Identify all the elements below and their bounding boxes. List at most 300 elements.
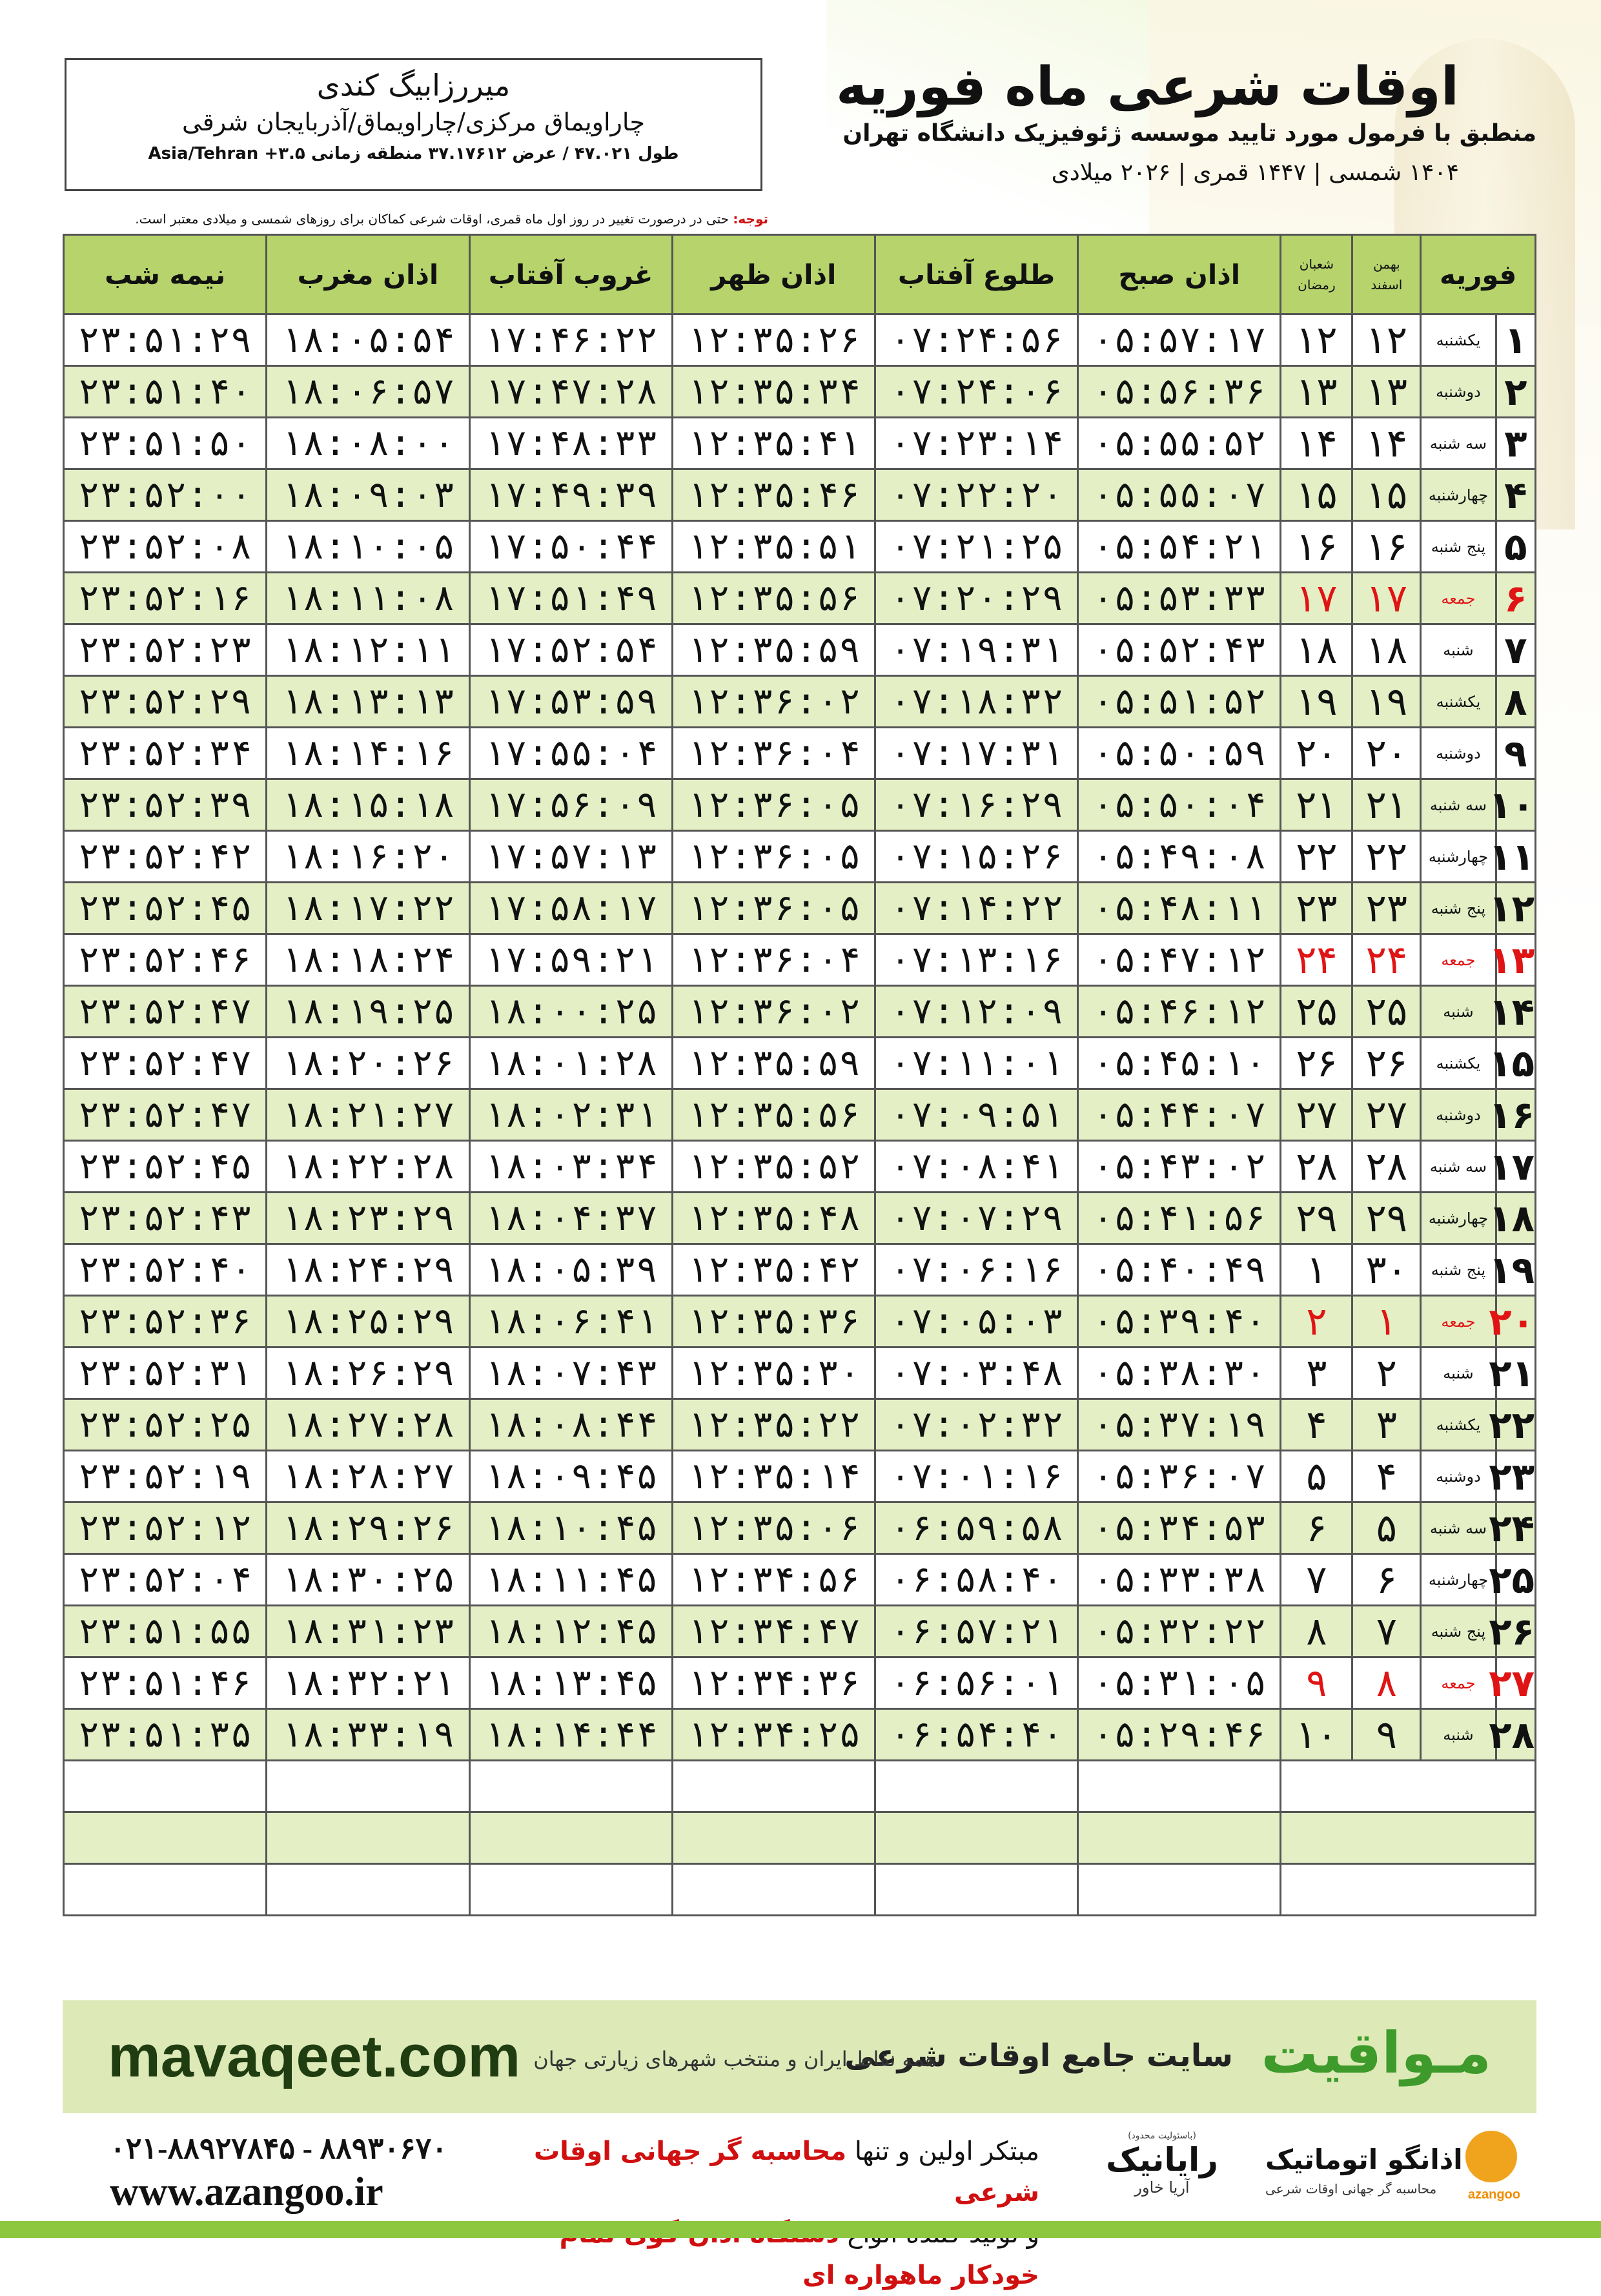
cell-sunrise: ۰۷:۰۷:۲۹ bbox=[875, 1193, 1077, 1244]
table-row bbox=[64, 728, 1536, 779]
cell-shamsi: ۶ bbox=[1352, 1554, 1421, 1606]
table-row bbox=[64, 1296, 1536, 1348]
table-row bbox=[64, 1657, 1536, 1709]
page-title: اوقات شرعی ماه فوریه bbox=[835, 56, 1459, 118]
cell-qamari: ۱۳ bbox=[1281, 366, 1352, 418]
cell-maghrib: ۱۸:۱۸:۲۴ bbox=[267, 934, 469, 986]
cell-sunset: ۱۸:۰۷:۴۳ bbox=[469, 1348, 672, 1399]
cell-fajr: ۰۵:۵۴:۲۱ bbox=[1078, 521, 1281, 573]
cell-midnight: ۲۳:۵۲:۴۰ bbox=[64, 1244, 267, 1296]
table-row bbox=[64, 418, 1536, 469]
cell-day: ۱۳ bbox=[1496, 934, 1535, 986]
cell-midnight: ۲۳:۵۲:۲۳ bbox=[64, 624, 267, 676]
cell-sunrise: ۰۷:۱۱:۰۱ bbox=[875, 1038, 1077, 1089]
cell-maghrib: ۱۸:۳۳:۱۹ bbox=[267, 1709, 469, 1761]
cell-weekday: جمعه bbox=[1421, 1657, 1496, 1709]
cell-maghrib: ۱۸:۲۲:۲۸ bbox=[267, 1141, 469, 1193]
cell-dhuhr: ۱۲:۳۶:۰۵ bbox=[672, 883, 875, 934]
cell-maghrib: ۱۸:۰۸:۰۰ bbox=[267, 418, 469, 469]
cell-shamsi: ۵ bbox=[1352, 1502, 1421, 1554]
cell-day: ۱۸ bbox=[1496, 1193, 1535, 1244]
cell-day: ۲۰ bbox=[1496, 1296, 1535, 1348]
cell-day: ۱۲ bbox=[1496, 883, 1535, 934]
empty-cell bbox=[1078, 1864, 1281, 1916]
contact-website-link[interactable]: www.azangoo.ir bbox=[110, 2170, 383, 2214]
cell-sunset: ۱۸:۰۸:۴۴ bbox=[469, 1399, 672, 1451]
cell-dhuhr: ۱۲:۳۵:۵۲ bbox=[672, 1141, 875, 1193]
cell-midnight: ۲۳:۵۱:۳۵ bbox=[64, 1709, 267, 1761]
header-midnight: نیمه شب bbox=[64, 235, 267, 314]
cell-maghrib: ۱۸:۱۰:۰۵ bbox=[267, 521, 469, 573]
cell-qamari: ۱۶ bbox=[1281, 521, 1352, 573]
cell-day: ۴ bbox=[1496, 469, 1535, 521]
cell-maghrib: ۱۸:۱۱:۰۸ bbox=[267, 573, 469, 624]
cell-shamsi: ۱۸ bbox=[1352, 624, 1421, 676]
cell-qamari: ۲۹ bbox=[1281, 1193, 1352, 1244]
cell-fajr: ۰۵:۴۷:۱۲ bbox=[1078, 934, 1281, 986]
cell-fajr: ۰۵:۳۴:۵۳ bbox=[1078, 1502, 1281, 1554]
cell-fajr: ۰۵:۵۷:۱۷ bbox=[1078, 314, 1281, 366]
header bbox=[65, 58, 1536, 226]
cell-qamari: ۴ bbox=[1281, 1399, 1352, 1451]
cell-midnight: ۲۳:۵۲:۴۷ bbox=[64, 1038, 267, 1089]
header-qamari-months: شعبان رمضان bbox=[1281, 235, 1352, 314]
cell-midnight: ۲۳:۵۲:۳۶ bbox=[64, 1296, 267, 1348]
cell-dhuhr: ۱۲:۳۶:۰۲ bbox=[672, 676, 875, 728]
header-shamsi-months: بهمن اسفند bbox=[1352, 235, 1421, 314]
cell-dhuhr: ۱۲:۳۴:۵۶ bbox=[672, 1554, 875, 1606]
cell-shamsi: ۱۷ bbox=[1352, 573, 1421, 624]
cell-qamari: ۲ bbox=[1281, 1296, 1352, 1348]
cell-sunset: ۱۷:۵۷:۱۳ bbox=[469, 831, 672, 883]
cell-weekday: چهارشنبه bbox=[1421, 831, 1496, 883]
cell-day: ۱۹ bbox=[1496, 1244, 1535, 1296]
cell-dhuhr: ۱۲:۳۵:۵۶ bbox=[672, 1089, 875, 1141]
cell-sunrise: ۰۷:۰۲:۳۲ bbox=[875, 1399, 1077, 1451]
cell-shamsi: ۳ bbox=[1352, 1399, 1421, 1451]
cell-sunrise: ۰۷:۰۶:۱۶ bbox=[875, 1244, 1077, 1296]
cell-shamsi: ۲۱ bbox=[1352, 779, 1421, 831]
cell-weekday: پنج شنبه bbox=[1421, 1606, 1496, 1657]
cell-shamsi: ۱۲ bbox=[1352, 314, 1421, 366]
cell-maghrib: ۱۸:۲۵:۲۹ bbox=[267, 1296, 469, 1348]
cell-dhuhr: ۱۲:۳۴:۴۷ bbox=[672, 1606, 875, 1657]
cell-shamsi: ۴ bbox=[1352, 1451, 1421, 1502]
cell-sunset: ۱۷:۴۷:۲۸ bbox=[469, 366, 672, 418]
cell-sunrise: ۰۶:۵۹:۵۸ bbox=[875, 1502, 1077, 1554]
cell-fajr: ۰۵:۴۰:۴۹ bbox=[1078, 1244, 1281, 1296]
table-row bbox=[64, 779, 1536, 831]
notice-text: حتی در درصورت تغییر در روز اول ماه قمری، اوقات شرعی کماکان برای روزهای شمسی و میلادی معتبر است. bbox=[135, 211, 729, 227]
promo-line-1 bbox=[471, 2131, 1039, 2213]
rayanik-logo bbox=[1097, 2131, 1227, 2208]
cell-qamari: ۹ bbox=[1281, 1657, 1352, 1709]
cell-qamari: ۲۴ bbox=[1281, 934, 1352, 986]
cell-sunrise: ۰۶:۵۷:۲۱ bbox=[875, 1606, 1077, 1657]
cell-dhuhr: ۱۲:۳۵:۴۱ bbox=[672, 418, 875, 469]
empty-cell bbox=[672, 1812, 875, 1864]
cell-day: ۲۶ bbox=[1496, 1606, 1535, 1657]
azangoo-slogan: محاسبه گر جهانی اوقات شرعی bbox=[1265, 2181, 1437, 2197]
cell-qamari: ۱۵ bbox=[1281, 469, 1352, 521]
table-row bbox=[64, 1502, 1536, 1554]
table-row bbox=[64, 469, 1536, 521]
promo-line-1-a: مبتکر اولین و تنها bbox=[854, 2137, 1039, 2166]
cell-maghrib: ۱۸:۱۷:۲۲ bbox=[267, 883, 469, 934]
prayer-times-table bbox=[63, 234, 1536, 1916]
cell-sunrise: ۰۷:۰۸:۴۱ bbox=[875, 1141, 1077, 1193]
cell-shamsi: ۹ bbox=[1352, 1709, 1421, 1761]
cell-weekday: دوشنبه bbox=[1421, 366, 1496, 418]
cell-maghrib: ۱۸:۳۲:۲۱ bbox=[267, 1657, 469, 1709]
cell-weekday: سه شنبه bbox=[1421, 418, 1496, 469]
empty-cell bbox=[64, 1812, 267, 1864]
cell-midnight: ۲۳:۵۲:۴۳ bbox=[64, 1193, 267, 1244]
cell-midnight: ۲۳:۵۲:۳۴ bbox=[64, 728, 267, 779]
cell-day: ۲۷ bbox=[1496, 1657, 1535, 1709]
cell-shamsi: ۱۶ bbox=[1352, 521, 1421, 573]
cell-maghrib: ۱۸:۲۴:۲۹ bbox=[267, 1244, 469, 1296]
cell-day: ۱۴ bbox=[1496, 986, 1535, 1038]
empty-cell bbox=[469, 1864, 672, 1916]
cell-sunrise: ۰۶:۵۸:۴۰ bbox=[875, 1554, 1077, 1606]
cell-sunset: ۱۸:۰۹:۴۵ bbox=[469, 1451, 672, 1502]
cell-midnight: ۲۳:۵۱:۲۹ bbox=[64, 314, 267, 366]
cell-midnight: ۲۳:۵۲:۳۱ bbox=[64, 1348, 267, 1399]
cell-maghrib: ۱۸:۱۴:۱۶ bbox=[267, 728, 469, 779]
cell-dhuhr: ۱۲:۳۵:۳۰ bbox=[672, 1348, 875, 1399]
cell-fajr: ۰۵:۵۶:۳۶ bbox=[1078, 366, 1281, 418]
cell-maghrib: ۱۸:۲۰:۲۶ bbox=[267, 1038, 469, 1089]
cell-shamsi: ۲ bbox=[1352, 1348, 1421, 1399]
cell-midnight: ۲۳:۵۱:۵۰ bbox=[64, 418, 267, 469]
cell-qamari: ۱۸ bbox=[1281, 624, 1352, 676]
title-block bbox=[762, 58, 1536, 186]
empty-cell bbox=[267, 1812, 469, 1864]
cell-fajr: ۰۵:۵۵:۵۲ bbox=[1078, 418, 1281, 469]
empty-cell bbox=[1078, 1761, 1281, 1812]
location-box bbox=[65, 58, 762, 191]
cell-day: ۲۴ bbox=[1496, 1502, 1535, 1554]
cell-qamari: ۸ bbox=[1281, 1606, 1352, 1657]
cell-shamsi: ۲۰ bbox=[1352, 728, 1421, 779]
cell-day: ۲۳ bbox=[1496, 1451, 1535, 1502]
cell-fajr: ۰۵:۵۰:۵۹ bbox=[1078, 728, 1281, 779]
cell-qamari: ۳ bbox=[1281, 1348, 1352, 1399]
cell-dhuhr: ۱۲:۳۵:۰۶ bbox=[672, 1502, 875, 1554]
rayanik-brand: رایانیک bbox=[1106, 2141, 1218, 2178]
table-row bbox=[64, 314, 1536, 366]
cell-maghrib: ۱۸:۲۱:۲۷ bbox=[267, 1089, 469, 1141]
table-row bbox=[64, 1141, 1536, 1193]
cell-dhuhr: ۱۲:۳۵:۳۴ bbox=[672, 366, 875, 418]
cell-shamsi: ۲۴ bbox=[1352, 934, 1421, 986]
table-row bbox=[64, 1554, 1536, 1606]
contact-phone: ۰۲۱-۸۸۹۲۷۸۴۵ - ۸۸۹۳۰۶۷۰ bbox=[110, 2132, 448, 2165]
cell-weekday: شنبه bbox=[1421, 624, 1496, 676]
cell-midnight: ۲۳:۵۲:۱۹ bbox=[64, 1451, 267, 1502]
header-sunrise: طلوع آفتاب bbox=[875, 235, 1077, 314]
empty-cell bbox=[469, 1761, 672, 1812]
cell-weekday: یکشنبه bbox=[1421, 1399, 1496, 1451]
cell-weekday: سه شنبه bbox=[1421, 1502, 1496, 1554]
cell-fajr: ۰۵:۴۶:۱۲ bbox=[1078, 986, 1281, 1038]
cell-sunset: ۱۸:۱۱:۴۵ bbox=[469, 1554, 672, 1606]
cell-day: ۲۲ bbox=[1496, 1399, 1535, 1451]
cell-sunset: ۱۷:۵۹:۲۱ bbox=[469, 934, 672, 986]
cell-weekday: یکشنبه bbox=[1421, 1038, 1496, 1089]
cell-shamsi: ۱۵ bbox=[1352, 469, 1421, 521]
empty-row bbox=[64, 1812, 1536, 1864]
cell-midnight: ۲۳:۵۲:۴۵ bbox=[64, 1141, 267, 1193]
cell-sunrise: ۰۷:۰۹:۵۱ bbox=[875, 1089, 1077, 1141]
cell-sunrise: ۰۷:۰۱:۱۶ bbox=[875, 1451, 1077, 1502]
empty-row bbox=[64, 1761, 1536, 1812]
table-row bbox=[64, 1709, 1536, 1761]
empty-cell bbox=[64, 1761, 267, 1812]
header-fajr: اذان صبح bbox=[1078, 235, 1281, 314]
cell-maghrib: ۱۸:۲۸:۲۷ bbox=[267, 1451, 469, 1502]
location-city: میررزابیگ کندی bbox=[316, 68, 511, 103]
cell-midnight: ۲۳:۵۲:۴۶ bbox=[64, 934, 267, 986]
cell-day: ۲۱ bbox=[1496, 1348, 1535, 1399]
cell-qamari: ۱۷ bbox=[1281, 573, 1352, 624]
cell-qamari: ۲۱ bbox=[1281, 779, 1352, 831]
cell-sunset: ۱۸:۰۳:۳۴ bbox=[469, 1141, 672, 1193]
cell-sunset: ۱۷:۵۰:۴۴ bbox=[469, 521, 672, 573]
cell-dhuhr: ۱۲:۳۵:۵۶ bbox=[672, 573, 875, 624]
cell-midnight: ۲۳:۵۲:۲۵ bbox=[64, 1399, 267, 1451]
table-row bbox=[64, 676, 1536, 728]
empty-cell bbox=[875, 1761, 1077, 1812]
cell-dhuhr: ۱۲:۳۴:۳۶ bbox=[672, 1657, 875, 1709]
table-row bbox=[64, 624, 1536, 676]
cell-shamsi: ۸ bbox=[1352, 1657, 1421, 1709]
rayanik-sub: آریا خاور bbox=[1134, 2178, 1190, 2197]
cell-fajr: ۰۵:۳۳:۳۸ bbox=[1078, 1554, 1281, 1606]
cell-dhuhr: ۱۲:۳۵:۲۶ bbox=[672, 314, 875, 366]
cell-day: ۹ bbox=[1496, 728, 1535, 779]
cell-fajr: ۰۵:۵۱:۵۲ bbox=[1078, 676, 1281, 728]
cell-midnight: ۲۳:۵۲:۱۲ bbox=[64, 1502, 267, 1554]
empty-row bbox=[64, 1864, 1536, 1916]
cell-weekday: شنبه bbox=[1421, 1709, 1496, 1761]
cell-weekday: پنج شنبه bbox=[1421, 1244, 1496, 1296]
table-row bbox=[64, 831, 1536, 883]
header-month: فوریه bbox=[1421, 235, 1536, 314]
table-row bbox=[64, 1089, 1536, 1141]
cell-sunrise: ۰۷:۱۶:۲۹ bbox=[875, 779, 1077, 831]
cell-sunset: ۱۷:۵۶:۰۹ bbox=[469, 779, 672, 831]
cell-sunset: ۱۷:۵۳:۵۹ bbox=[469, 676, 672, 728]
cell-maghrib: ۱۸:۱۵:۱۸ bbox=[267, 779, 469, 831]
cell-maghrib: ۱۸:۲۶:۲۹ bbox=[267, 1348, 469, 1399]
cell-qamari: ۲۵ bbox=[1281, 986, 1352, 1038]
cell-qamari: ۵ bbox=[1281, 1451, 1352, 1502]
footer-tagline: سایت جامع اوقات شرعی bbox=[844, 2038, 1233, 2074]
cell-sunset: ۱۸:۰۲:۳۱ bbox=[469, 1089, 672, 1141]
azangoo-mark-text: azangoo bbox=[1467, 2188, 1520, 2202]
cell-day: ۱۵ bbox=[1496, 1038, 1535, 1089]
cell-midnight: ۲۳:۵۲:۴۵ bbox=[64, 883, 267, 934]
table-row bbox=[64, 1399, 1536, 1451]
table-row bbox=[64, 366, 1536, 418]
cell-fajr: ۰۵:۳۲:۲۲ bbox=[1078, 1606, 1281, 1657]
cell-qamari: ۲۶ bbox=[1281, 1038, 1352, 1089]
cell-midnight: ۲۳:۵۲:۳۹ bbox=[64, 779, 267, 831]
cell-weekday: سه شنبه bbox=[1421, 779, 1496, 831]
cell-dhuhr: ۱۲:۳۵:۳۶ bbox=[672, 1296, 875, 1348]
cell-dhuhr: ۱۲:۳۵:۴۸ bbox=[672, 1193, 875, 1244]
cell-weekday: جمعه bbox=[1421, 934, 1496, 986]
cell-sunset: ۱۸:۰۵:۳۹ bbox=[469, 1244, 672, 1296]
cell-sunset: ۱۸:۱۲:۴۵ bbox=[469, 1606, 672, 1657]
cell-maghrib: ۱۸:۲۷:۲۸ bbox=[267, 1399, 469, 1451]
cell-sunrise: ۰۷:۱۴:۲۲ bbox=[875, 883, 1077, 934]
table-row bbox=[64, 1244, 1536, 1296]
header-sunset: غروب آفتاب bbox=[469, 235, 672, 314]
bottom-bar bbox=[0, 2221, 1601, 2238]
cell-qamari: ۱۲ bbox=[1281, 314, 1352, 366]
cell-midnight: ۲۳:۵۱:۴۶ bbox=[64, 1657, 267, 1709]
cell-fajr: ۰۵:۴۸:۱۱ bbox=[1078, 883, 1281, 934]
cell-midnight: ۲۳:۵۲:۴۲ bbox=[64, 831, 267, 883]
cell-fajr: ۰۵:۵۵:۰۷ bbox=[1078, 469, 1281, 521]
cell-qamari: ۱۹ bbox=[1281, 676, 1352, 728]
cell-fajr: ۰۵:۴۴:۰۷ bbox=[1078, 1089, 1281, 1141]
cell-day: ۵ bbox=[1496, 521, 1535, 573]
cell-fajr: ۰۵:۳۹:۴۰ bbox=[1078, 1296, 1281, 1348]
cell-midnight: ۲۳:۵۲:۴۷ bbox=[64, 986, 267, 1038]
cell-dhuhr: ۱۲:۳۵:۴۲ bbox=[672, 1244, 875, 1296]
cell-dhuhr: ۱۲:۳۶:۰۵ bbox=[672, 779, 875, 831]
cell-day: ۱ bbox=[1496, 314, 1535, 366]
cell-fajr: ۰۵:۵۰:۰۴ bbox=[1078, 779, 1281, 831]
cell-shamsi: ۲۵ bbox=[1352, 986, 1421, 1038]
cell-sunrise: ۰۷:۱۸:۳۲ bbox=[875, 676, 1077, 728]
cell-shamsi: ۲۳ bbox=[1352, 883, 1421, 934]
cell-sunset: ۱۸:۱۳:۴۵ bbox=[469, 1657, 672, 1709]
cell-sunrise: ۰۷:۱۷:۳۱ bbox=[875, 728, 1077, 779]
promo-text bbox=[471, 2131, 1039, 2296]
cell-day: ۳ bbox=[1496, 418, 1535, 469]
cell-day: ۲۸ bbox=[1496, 1709, 1535, 1761]
cell-maghrib: ۱۸:۱۹:۲۵ bbox=[267, 986, 469, 1038]
cell-midnight: ۲۳:۵۲:۰۸ bbox=[64, 521, 267, 573]
cell-weekday: پنج شنبه bbox=[1421, 883, 1496, 934]
cell-day: ۱۱ bbox=[1496, 831, 1535, 883]
cell-sunrise: ۰۶:۵۶:۰۱ bbox=[875, 1657, 1077, 1709]
cell-shamsi: ۲۹ bbox=[1352, 1193, 1421, 1244]
location-coords: طول ۴۷.۰۲۱ / عرض ۳۷.۱۷۶۱۲ منطقه زمانی ۳.۵+ Asia/Tehran bbox=[148, 144, 679, 163]
cell-sunset: ۱۷:۴۶:۲۲ bbox=[469, 314, 672, 366]
header-maghrib: اذان مغرب bbox=[267, 235, 469, 314]
cell-fajr: ۰۵:۵۳:۳۳ bbox=[1078, 573, 1281, 624]
cell-weekday: شنبه bbox=[1421, 1348, 1496, 1399]
cell-sunrise: ۰۷:۲۴:۰۶ bbox=[875, 366, 1077, 418]
cell-shamsi: ۲۷ bbox=[1352, 1089, 1421, 1141]
table-row bbox=[64, 573, 1536, 624]
cell-fajr: ۰۵:۴۳:۰۲ bbox=[1078, 1141, 1281, 1193]
cell-sunrise: ۰۷:۲۲:۲۰ bbox=[875, 469, 1077, 521]
cell-qamari: ۲۰ bbox=[1281, 728, 1352, 779]
cell-sunset: ۱۷:۵۲:۵۴ bbox=[469, 624, 672, 676]
cell-shamsi: ۲۸ bbox=[1352, 1141, 1421, 1193]
cell-fajr: ۰۵:۳۸:۳۰ bbox=[1078, 1348, 1281, 1399]
empty-cell bbox=[267, 1761, 469, 1812]
promo-line-2-b: خودکار ماهواره ای bbox=[802, 2260, 1039, 2290]
cell-fajr: ۰۵:۳۷:۱۹ bbox=[1078, 1399, 1281, 1451]
table-row bbox=[64, 1606, 1536, 1657]
empty-cell bbox=[1281, 1864, 1536, 1916]
footer-description: همه نقاط ایران و منتخب شهرهای زیارتی جهان bbox=[533, 2047, 936, 2071]
cell-weekday: چهارشنبه bbox=[1421, 1193, 1496, 1244]
promo-line-1-b: محاسبه گر جهانی اوقات شرعی bbox=[533, 2137, 1039, 2208]
cell-maghrib: ۱۸:۳۰:۲۵ bbox=[267, 1554, 469, 1606]
cell-dhuhr: ۱۲:۳۵:۱۴ bbox=[672, 1451, 875, 1502]
cell-day: ۱۶ bbox=[1496, 1089, 1535, 1141]
cell-sunrise: ۰۷:۰۵:۰۳ bbox=[875, 1296, 1077, 1348]
cell-day: ۸ bbox=[1496, 676, 1535, 728]
cell-dhuhr: ۱۲:۳۵:۵۹ bbox=[672, 1038, 875, 1089]
contact-block bbox=[110, 2131, 447, 2215]
cell-sunrise: ۰۶:۵۴:۴۰ bbox=[875, 1709, 1077, 1761]
cell-sunset: ۱۸:۱۴:۴۴ bbox=[469, 1709, 672, 1761]
cell-sunrise: ۰۷:۲۱:۲۵ bbox=[875, 521, 1077, 573]
cell-midnight: ۲۳:۵۲:۰۴ bbox=[64, 1554, 267, 1606]
cell-dhuhr: ۱۲:۳۵:۴۶ bbox=[672, 469, 875, 521]
cell-fajr: ۰۵:۳۱:۰۵ bbox=[1078, 1657, 1281, 1709]
cell-sunrise: ۰۷:۱۵:۲۶ bbox=[875, 831, 1077, 883]
cell-sunset: ۱۸:۰۴:۳۷ bbox=[469, 1193, 672, 1244]
cell-qamari: ۷ bbox=[1281, 1554, 1352, 1606]
cell-weekday: پنج شنبه bbox=[1421, 521, 1496, 573]
cell-midnight: ۲۳:۵۲:۲۹ bbox=[64, 676, 267, 728]
cell-shamsi: ۲۶ bbox=[1352, 1038, 1421, 1089]
empty-cell bbox=[1078, 1812, 1281, 1864]
cell-sunset: ۱۸:۱۰:۴۵ bbox=[469, 1502, 672, 1554]
cell-qamari: ۶ bbox=[1281, 1502, 1352, 1554]
cell-fajr: ۰۵:۴۵:۱۰ bbox=[1078, 1038, 1281, 1089]
cell-qamari: ۲۷ bbox=[1281, 1089, 1352, 1141]
cell-shamsi: ۱ bbox=[1352, 1296, 1421, 1348]
cell-fajr: ۰۵:۴۱:۵۶ bbox=[1078, 1193, 1281, 1244]
cell-fajr: ۰۵:۴۹:۰۸ bbox=[1078, 831, 1281, 883]
page-subtitle: منطبق با فرمول مورد تایید موسسه ژئوفیزیک دانشگاه تهران bbox=[842, 120, 1536, 147]
cell-maghrib: ۱۸:۲۹:۲۶ bbox=[267, 1502, 469, 1554]
cell-dhuhr: ۱۲:۳۶:۰۵ bbox=[672, 831, 875, 883]
cell-shamsi: ۷ bbox=[1352, 1606, 1421, 1657]
cell-weekday: چهارشنبه bbox=[1421, 469, 1496, 521]
cell-day: ۱۰ bbox=[1496, 779, 1535, 831]
azangoo-logo bbox=[1265, 2131, 1524, 2208]
cell-sunrise: ۰۷:۰۳:۴۸ bbox=[875, 1348, 1077, 1399]
cell-weekday: یکشنبه bbox=[1421, 676, 1496, 728]
cell-dhuhr: ۱۲:۳۴:۲۵ bbox=[672, 1709, 875, 1761]
cell-shamsi: ۲۲ bbox=[1352, 831, 1421, 883]
empty-cell bbox=[267, 1864, 469, 1916]
cell-maghrib: ۱۸:۱۳:۱۳ bbox=[267, 676, 469, 728]
table-row bbox=[64, 521, 1536, 573]
cell-shamsi: ۱۹ bbox=[1352, 676, 1421, 728]
cell-day: ۶ bbox=[1496, 573, 1535, 624]
footer-url-link[interactable]: mavaqeet.com bbox=[108, 2024, 521, 2089]
cell-maghrib: ۱۸:۱۶:۲۰ bbox=[267, 831, 469, 883]
cell-sunset: ۱۸:۰۰:۲۵ bbox=[469, 986, 672, 1038]
cell-weekday: یکشنبه bbox=[1421, 314, 1496, 366]
table-row bbox=[64, 1193, 1536, 1244]
cell-sunset: ۱۷:۵۸:۱۷ bbox=[469, 883, 672, 934]
